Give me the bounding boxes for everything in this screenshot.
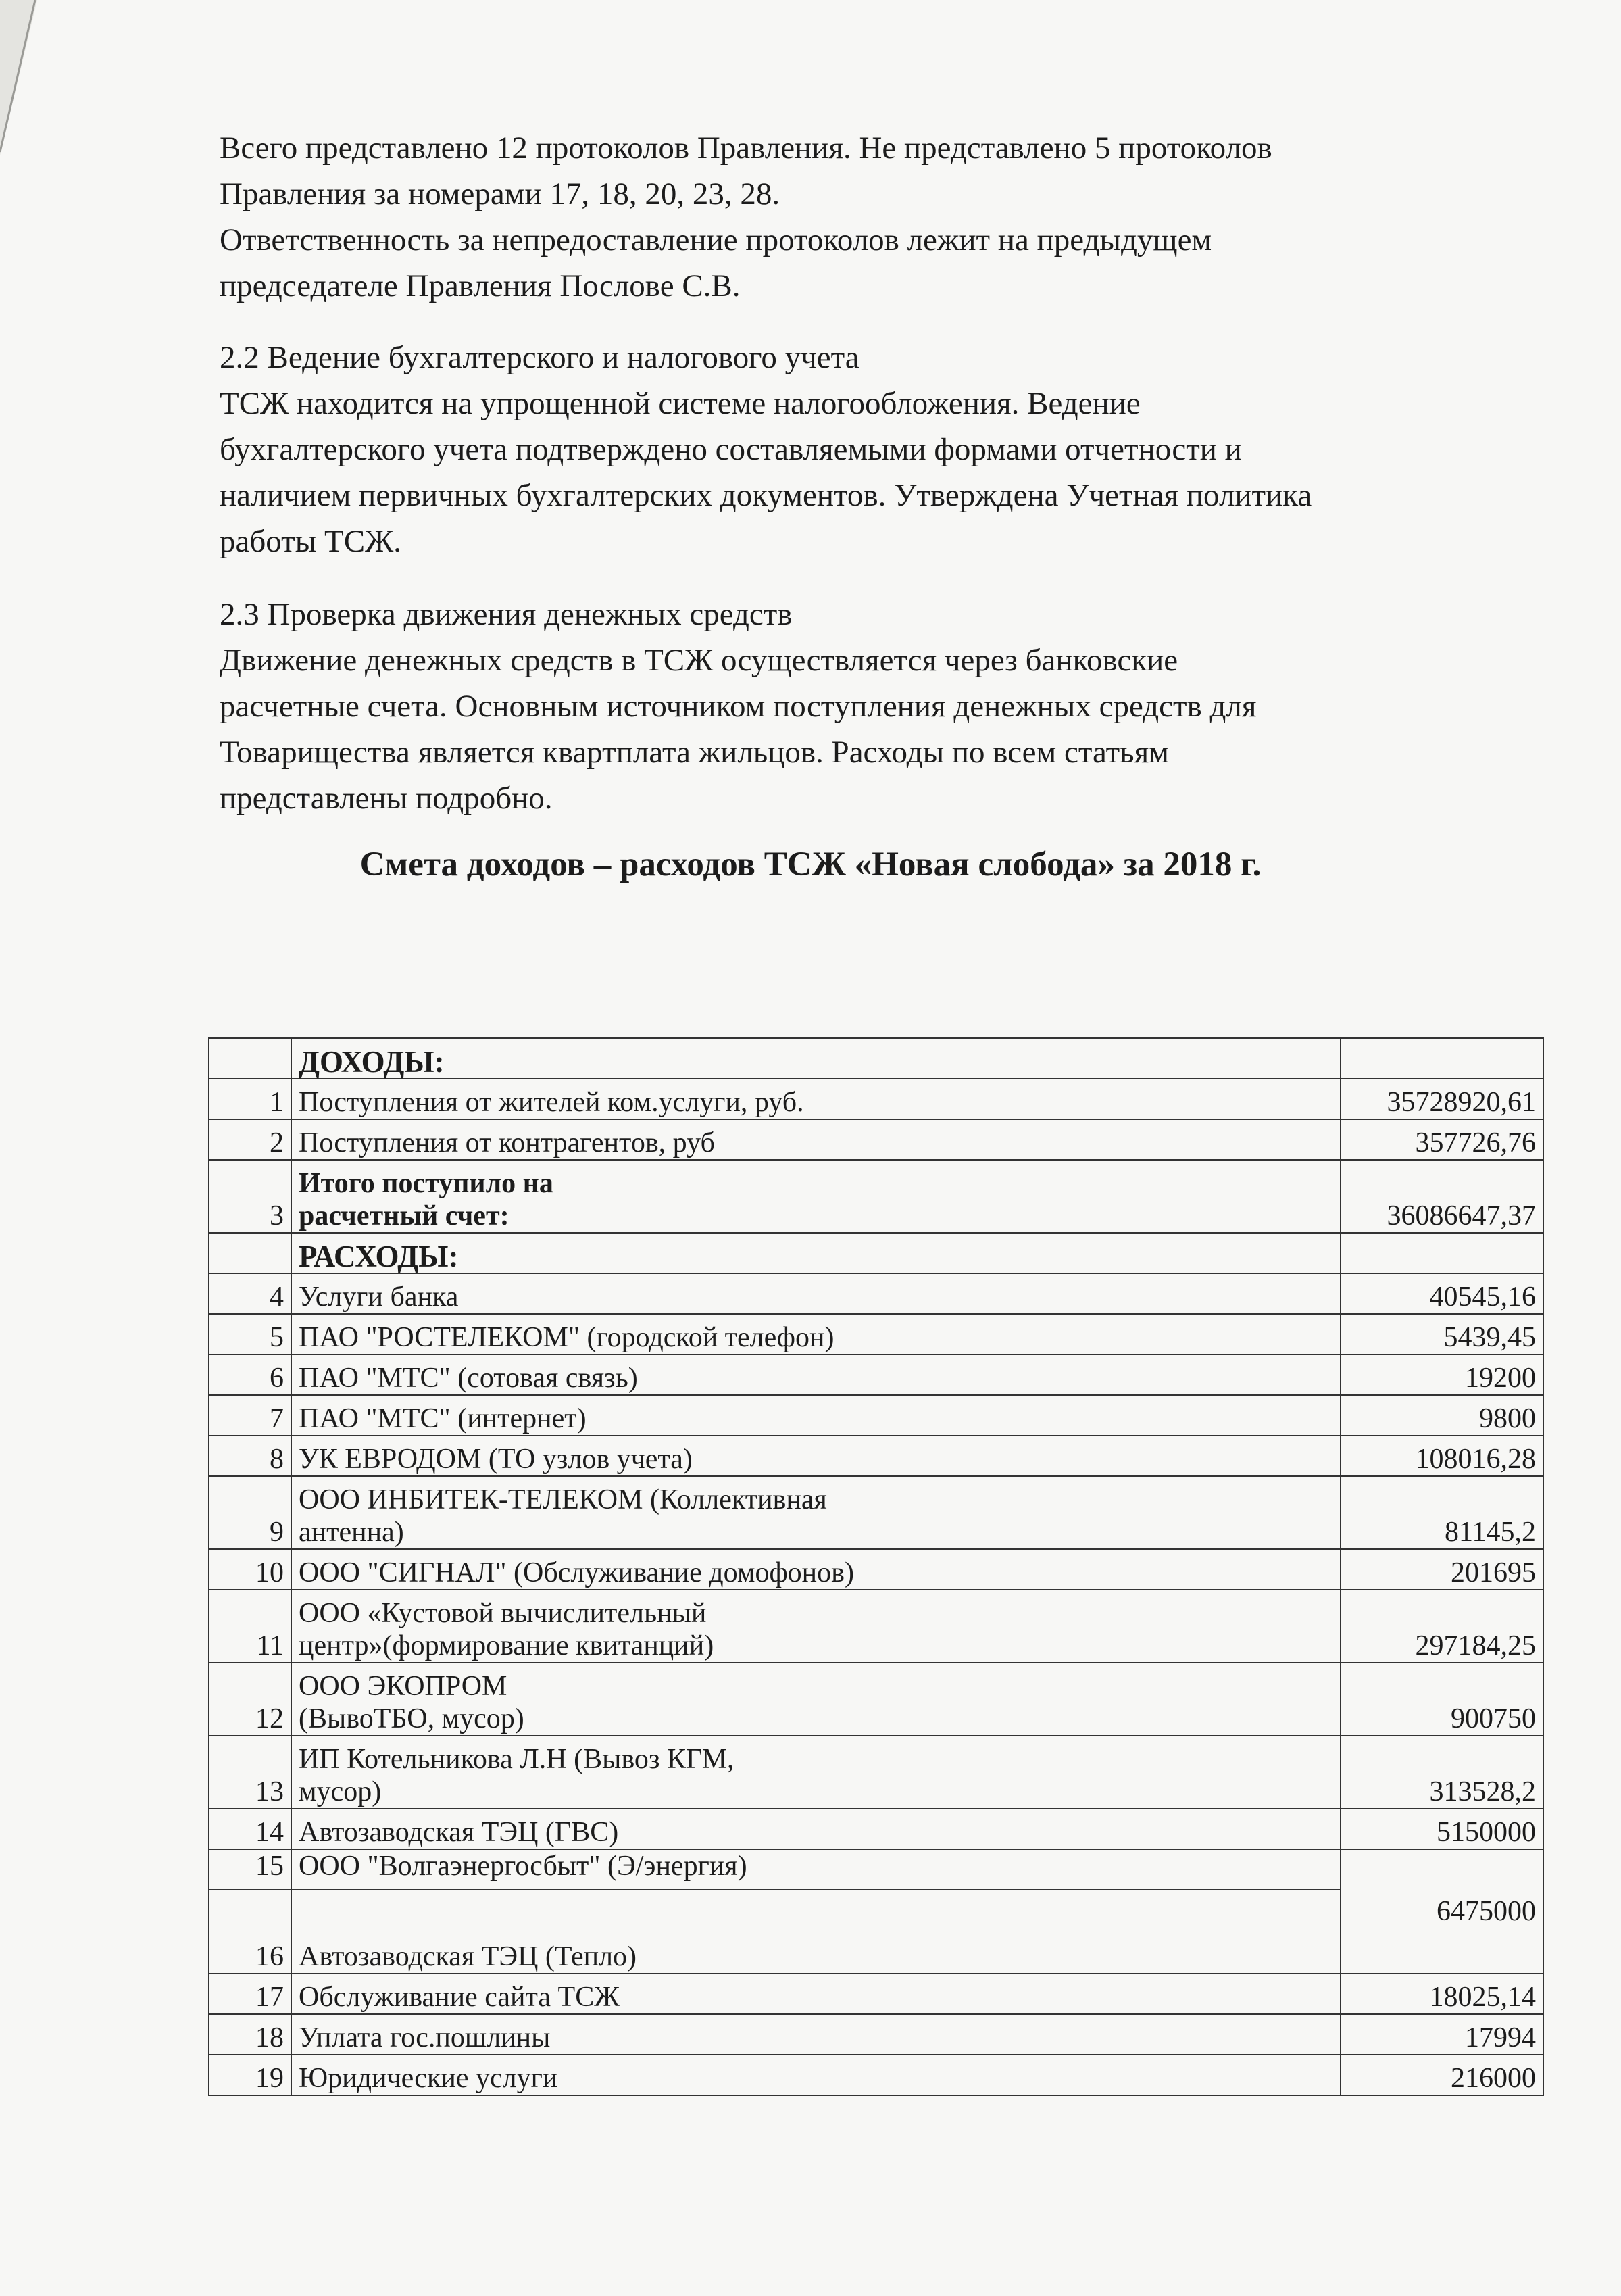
row-value: 19200 — [1341, 1354, 1543, 1395]
expense-header-row — [209, 1233, 1543, 1273]
row-value: 108016,28 — [1341, 1436, 1543, 1476]
intro-line: Всего представлено 12 протоколов Правления. Не представлено 5 протоколов — [220, 130, 1272, 166]
row-value: 81145,2 — [1341, 1476, 1543, 1549]
row-description: ООО "Волгаэнергосбыт" (Э/энергия) — [291, 1849, 1341, 1890]
row-value: 35728920,61 — [1341, 1079, 1543, 1119]
row-number: 16 — [209, 1890, 291, 1974]
row-description: Услуги банка — [291, 1273, 1341, 1314]
row-number: 19 — [209, 2055, 291, 2095]
row-description: ООО ИНБИТЕК-ТЕЛЕКОМ (Коллективная антенна) — [291, 1476, 1341, 1549]
row-number: 14 — [209, 1809, 291, 1849]
table-row — [209, 1849, 1543, 1890]
row-number: 17 — [209, 1974, 291, 2014]
table-row — [209, 1974, 1543, 2014]
row-value: 6475000 — [1341, 1849, 1543, 1974]
budget-table — [208, 1037, 1544, 2096]
row-description: ООО "СИГНАЛ" (Обслуживание домофонов) — [291, 1549, 1341, 1590]
table-row — [209, 1395, 1543, 1436]
expense-header: РАСХОДЫ: — [291, 1233, 1341, 1273]
table-row — [209, 1549, 1543, 1590]
row-number: 9 — [209, 1476, 291, 1549]
table-row — [209, 1079, 1543, 1119]
row-number: 7 — [209, 1395, 291, 1436]
section-line: наличием первичных бухгалтерских документов. Утверждена Учетная политика — [220, 478, 1312, 513]
row-number: 3 — [209, 1160, 291, 1233]
section-2-3 — [220, 591, 1557, 821]
cell-empty — [209, 1233, 291, 1273]
table-row — [209, 2014, 1543, 2055]
row-description: Уплата гос.пошлины — [291, 2014, 1341, 2055]
row-value: 5150000 — [1341, 1809, 1543, 1849]
row-description: Автозаводская ТЭЦ (Тепло) — [291, 1890, 1341, 1974]
row-description: ПАО "РОСТЕЛЕКОМ" (городской телефон) — [291, 1314, 1341, 1354]
row-description: ИП Котельникова Л.Н (Вывоз КГМ, мусор) — [291, 1736, 1341, 1809]
row-description: ПАО "МТС" (интернет) — [291, 1395, 1341, 1436]
section-line: ТСЖ находится на упрощенной системе налогообложения. Ведение — [220, 386, 1141, 421]
table-row — [209, 1590, 1543, 1663]
row-value: 18025,14 — [1341, 1974, 1543, 2014]
row-value: 201695 — [1341, 1549, 1543, 1590]
row-number: 4 — [209, 1273, 291, 1314]
row-value: 5439,45 — [1341, 1314, 1543, 1354]
table-row — [209, 1354, 1543, 1395]
table-row — [209, 1809, 1543, 1849]
row-value: 40545,16 — [1341, 1273, 1543, 1314]
row-number: 18 — [209, 2014, 291, 2055]
section-line: работы ТСЖ. — [220, 524, 401, 559]
section-line: представлены подробно. — [220, 781, 553, 816]
row-value: 357726,76 — [1341, 1119, 1543, 1160]
intro-paragraph — [220, 125, 1557, 309]
row-number: 6 — [209, 1354, 291, 1395]
row-value: 36086647,37 — [1341, 1160, 1543, 1233]
row-value: 9800 — [1341, 1395, 1543, 1436]
table-row-total — [209, 1160, 1543, 1233]
budget-title: Смета доходов – расходов ТСЖ «Новая слобода» за 2018 г. — [359, 846, 1262, 883]
income-header: ДОХОДЫ: — [291, 1038, 1341, 1079]
row-number: 5 — [209, 1314, 291, 1354]
row-value: 297184,25 — [1341, 1590, 1543, 1663]
row-description: ПАО "МТС" (сотовая связь) — [291, 1354, 1341, 1395]
row-description: Итого поступило на расчетный счет: — [291, 1160, 1341, 1233]
income-header-row — [209, 1038, 1543, 1079]
row-number: 12 — [209, 1663, 291, 1736]
cell-empty — [209, 1038, 291, 1079]
section-line: Товарищества является квартплата жильцов. Расходы по всем статьям — [220, 735, 1169, 770]
section-heading: 2.3 Проверка движения денежных средств — [220, 597, 793, 632]
row-value: 313528,2 — [1341, 1736, 1543, 1809]
row-number: 8 — [209, 1436, 291, 1476]
table-row — [209, 2055, 1543, 2095]
row-description: ООО ЭКОПРОМ (ВывоТБО, мусор) — [291, 1663, 1341, 1736]
row-value: 17994 — [1341, 2014, 1543, 2055]
row-number: 11 — [209, 1590, 291, 1663]
cell-empty — [1341, 1038, 1543, 1079]
row-description: Обслуживание сайта ТСЖ — [291, 1974, 1341, 2014]
row-number: 2 — [209, 1119, 291, 1160]
row-number: 15 — [209, 1849, 291, 1890]
section-line: расчетные счета. Основным источником поступления денежных средств для — [220, 689, 1257, 724]
row-number: 10 — [209, 1549, 291, 1590]
intro-line: председателе Правления Послове С.В. — [220, 268, 741, 303]
intro-line: Правления за номерами 17, 18, 20, 23, 28. — [220, 176, 780, 212]
row-description: Поступления от жителей ком.услуги, руб. — [291, 1079, 1341, 1119]
table-row — [209, 1273, 1543, 1314]
row-value: 900750 — [1341, 1663, 1543, 1736]
section-line: Движение денежных средств в ТСЖ осуществляется через банковские — [220, 643, 1178, 678]
table-row — [209, 1436, 1543, 1476]
row-number: 1 — [209, 1079, 291, 1119]
table-row — [209, 1119, 1543, 1160]
row-description: Юридические услуги — [291, 2055, 1341, 2095]
row-value: 216000 — [1341, 2055, 1543, 2095]
table-row — [209, 1476, 1543, 1549]
row-number: 13 — [209, 1736, 291, 1809]
row-description: Поступления от контрагентов, руб — [291, 1119, 1341, 1160]
section-line: бухгалтерского учета подтверждено составляемыми формами отчетности и — [220, 432, 1242, 467]
table-row — [209, 1736, 1543, 1809]
row-description: УК ЕВРОДОМ (ТО узлов учета) — [291, 1436, 1341, 1476]
table-row — [209, 1314, 1543, 1354]
row-description: ООО «Кустовой вычислительный центр»(формирование квитанций) — [291, 1590, 1341, 1663]
row-description: Автозаводская ТЭЦ (ГВС) — [291, 1809, 1341, 1849]
section-2-2 — [220, 335, 1557, 564]
intro-line: Ответственность за непредоставление протоколов лежит на предыдущем — [220, 222, 1212, 258]
page-corner-fold — [0, 0, 41, 155]
section-heading: 2.2 Ведение бухгалтерского и налогового учета — [220, 340, 859, 375]
cell-empty — [1341, 1233, 1543, 1273]
table-row — [209, 1663, 1543, 1736]
